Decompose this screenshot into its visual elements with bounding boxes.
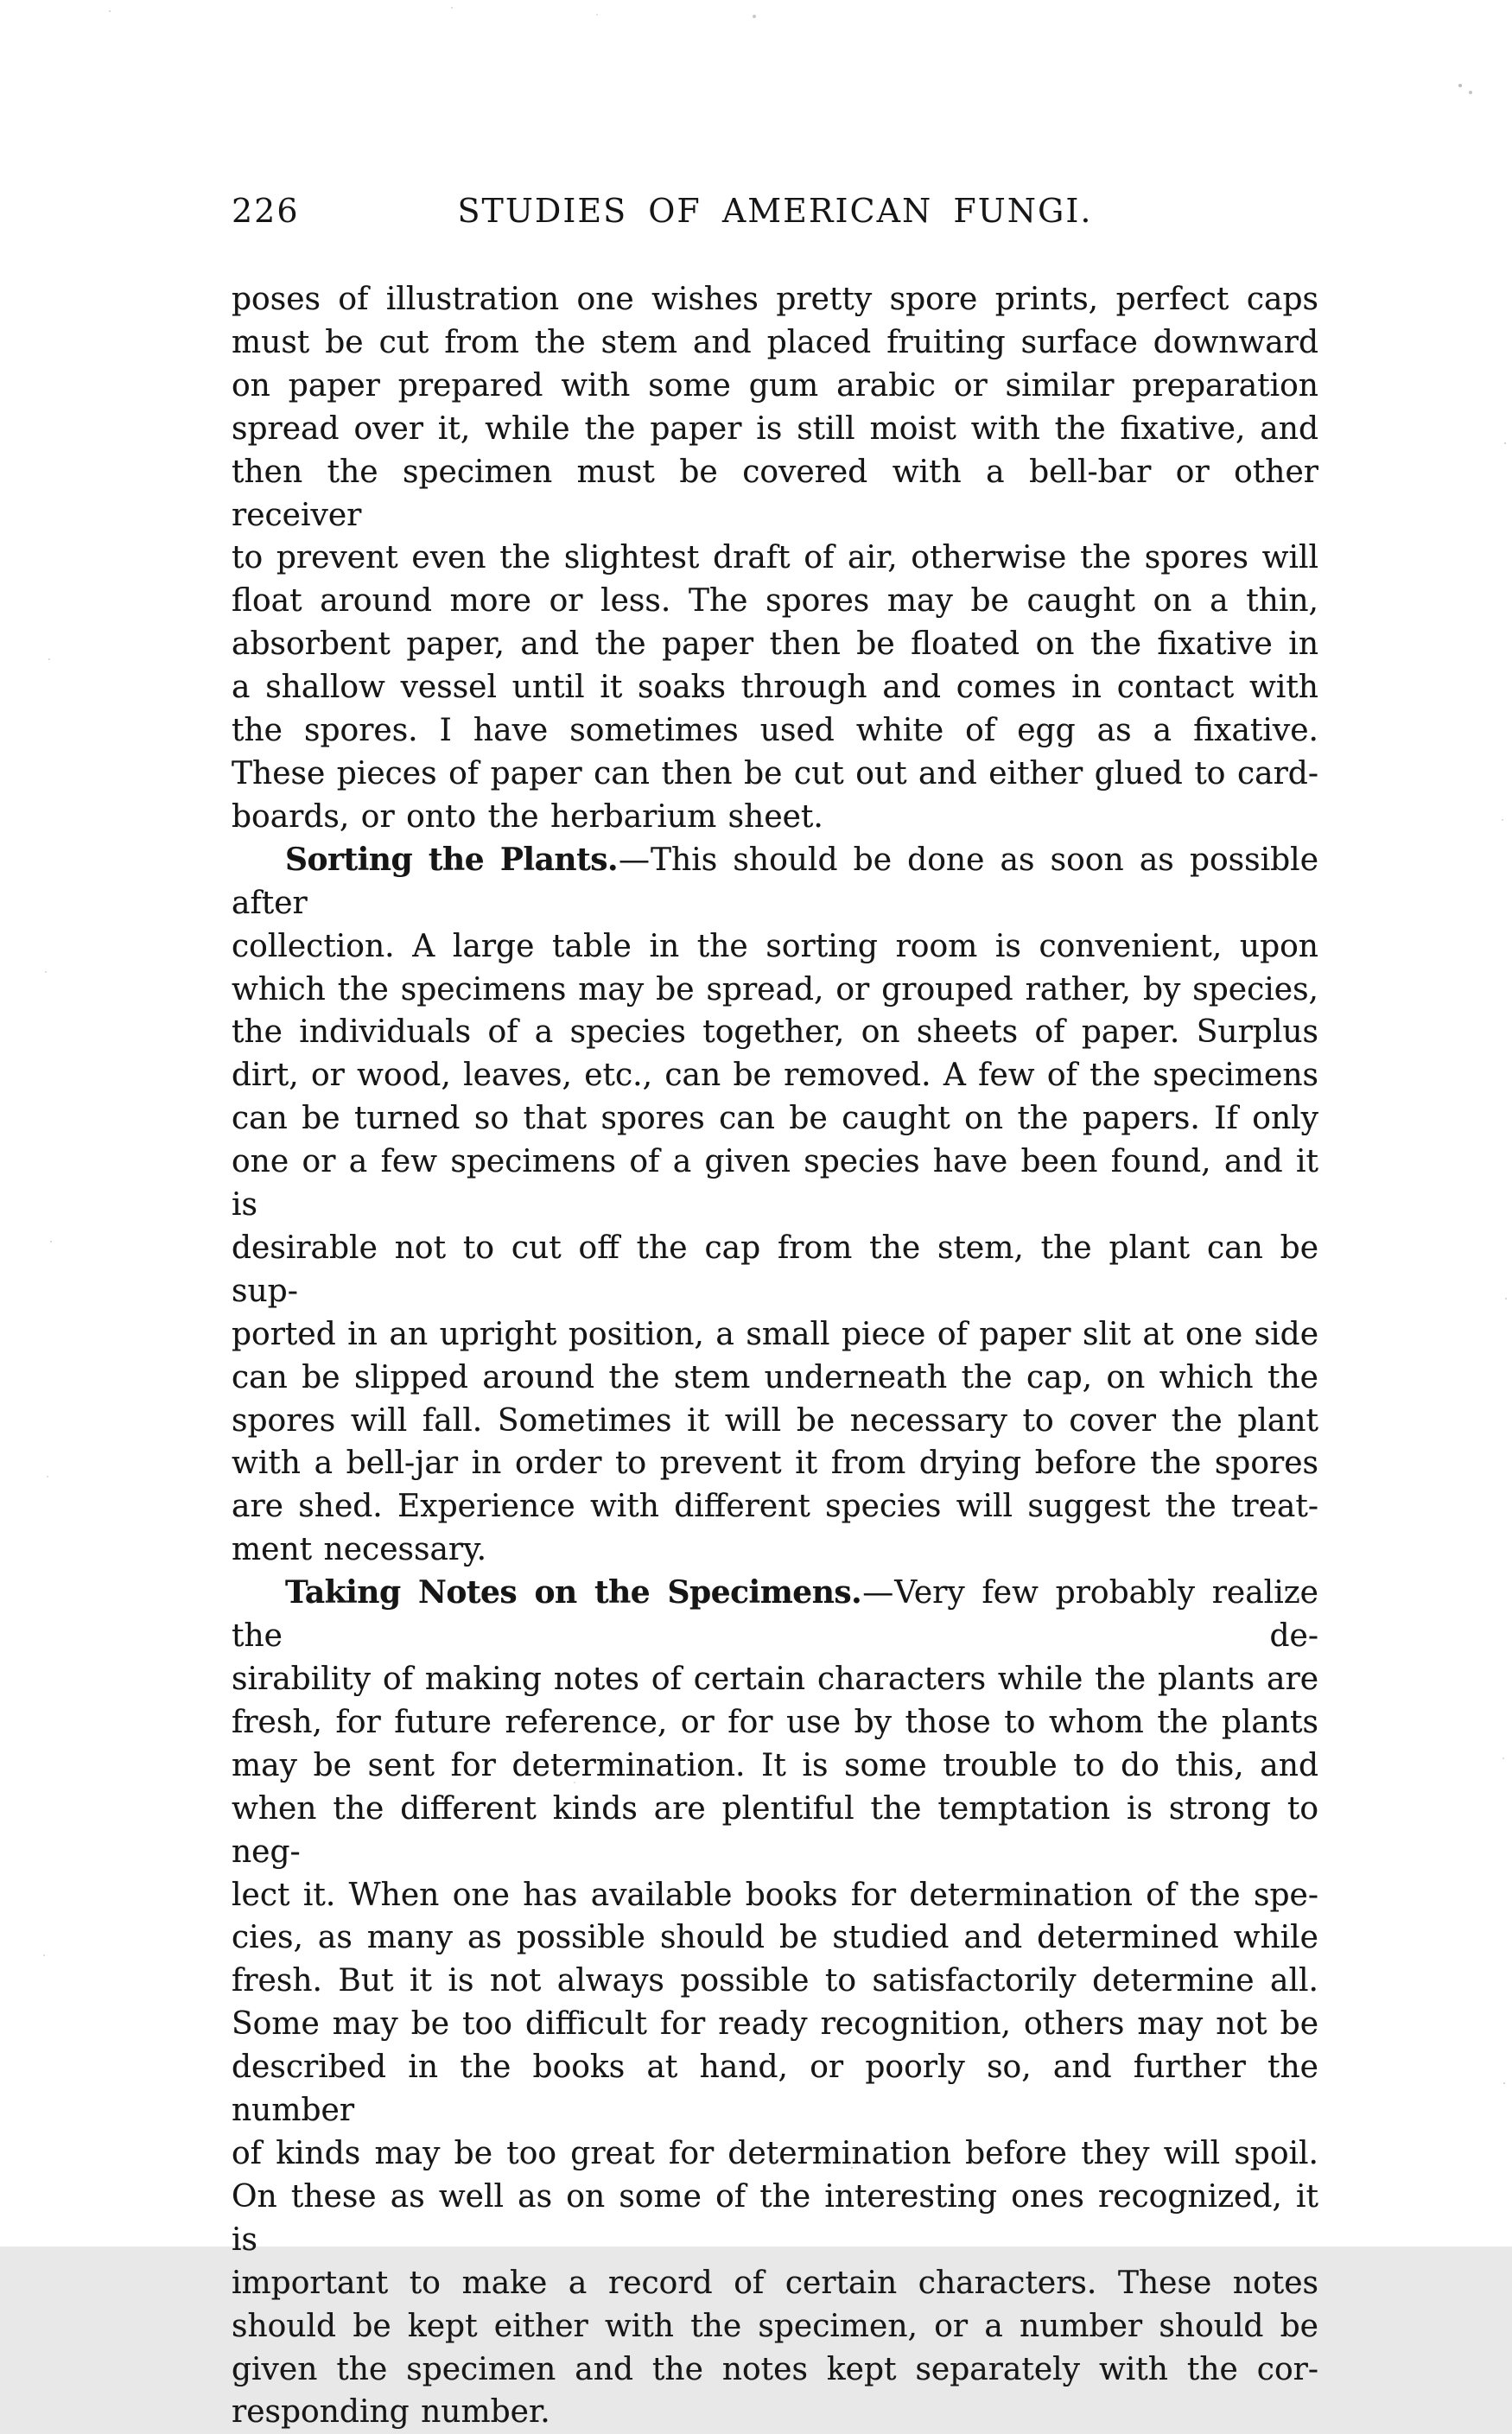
text-line: fresh, for future reference, or for use by those to whom the plants [232,1704,1318,1740]
line-text: This should be done as soon as possible after [232,842,1319,921]
text-line: given the specimen and the notes kept separately with the cor- [232,2351,1318,2387]
text-line: spores will fall. Sometimes it will be necessary to cover the plant [232,1402,1318,1439]
em-dash: — [619,842,651,878]
text-block [232,278,1318,2434]
text-line [232,1572,1318,1658]
text-line: ment necessary. [232,1532,487,1568]
text-line: must be cut from the stem and placed fruiting surface downward [232,324,1318,360]
text-line: can be slipped around the stem underneath the cap, on which the [232,1359,1318,1395]
text-line [232,839,1318,925]
text-line: the individuals of a species together, on sheets of paper. Surplus [232,1014,1318,1051]
paragraph-heading: Sorting the Plants. [285,841,619,878]
text-line: one or a few specimens of a given species have been found, and it is [232,1144,1318,1223]
running-title: STUDIES OF AMERICAN FUNGI. [457,192,1093,230]
text-line: the spores. I have sometimes used white of egg as a fixative. [232,713,1318,749]
text-line: poses of illustration one wishes pretty spore prints, perfect caps [232,282,1318,317]
text-line: of kinds may be too great for determination before they will spoil. [232,2135,1318,2171]
text-line: important to make a record of certain characters. These notes [232,2265,1318,2301]
text-line: should be kept either with the specimen, or a number should be [232,2308,1318,2344]
paragraph-heading: Taking Notes on the Specimens. [285,1574,862,1611]
page-header [232,192,1318,233]
text-line: dirt, or wood, leaves, etc., can be removed. A few of the specimens [232,1058,1318,1094]
text-line: when the different kinds are plentiful the temptation is strong to neg- [232,1790,1318,1870]
text-line: then the specimen must be covered with a bell-bar or other receiver [232,454,1318,533]
em-dash: — [862,1575,894,1611]
text-line: lect it. When one has available books for determination of the spe- [232,1877,1318,1913]
text-line: absorbent paper, and the paper then be floated on the fixative in [232,626,1318,663]
text-line: sirability of making notes of certain characters while the plants are [232,1662,1318,1697]
text-line: may be sent for determination. It is some trouble to do this, and [232,1747,1318,1783]
text-line: collection. A large table in the sorting room is convenient, upon [232,928,1318,964]
text-line: responding number. [232,2394,550,2431]
text-line: a shallow vessel until it soaks through and comes in contact with [232,670,1318,706]
text-line: described in the books at hand, or poorly so, and further the number [232,2050,1318,2129]
text-line: with a bell-jar in order to prevent it from drying before the spores [232,1446,1318,1482]
text-line: can be turned so that spores can be caught on the papers. If only [232,1101,1318,1137]
scan-speckles [0,0,2,2]
text-line: ported in an upright position, a small piece of paper slit at one side [232,1316,1318,1352]
text-line: fresh. But it is not always possible to satisfactorily determine all. [232,1963,1318,1999]
text-line: spread over it, while the paper is still moist with the fixative, and [232,410,1318,447]
text-line: boards, or onto the herbarium sheet. [232,798,823,835]
text-line: to prevent even the slightest draft of air, otherwise the spores will [232,540,1318,576]
text-line: which the specimens may be spread, or grouped rather, by species, [232,971,1318,1007]
text-line: are shed. Experience with different species will suggest the treat- [232,1489,1318,1525]
text-line: Some may be too difficult for ready recognition, others may not be [232,2006,1318,2043]
text-line: desirable not to cut off the cap from the stem, the plant can be sup- [232,1230,1318,1309]
text-line: On these as well as on some of the interesting ones recognized, it is [232,2178,1318,2258]
text-line: These pieces of paper can then be cut out and either glued to card- [232,755,1318,791]
line-text: Very few probably realize the de- [232,1575,1318,1655]
text-line: float around more or less. The spores may be caught on a thin, [232,583,1318,620]
text-line: cies, as many as possible should be studied and determined while [232,1920,1318,1956]
page-number: 226 [232,192,300,230]
text-line: on paper prepared with some gum arabic or similar preparation [232,367,1318,404]
